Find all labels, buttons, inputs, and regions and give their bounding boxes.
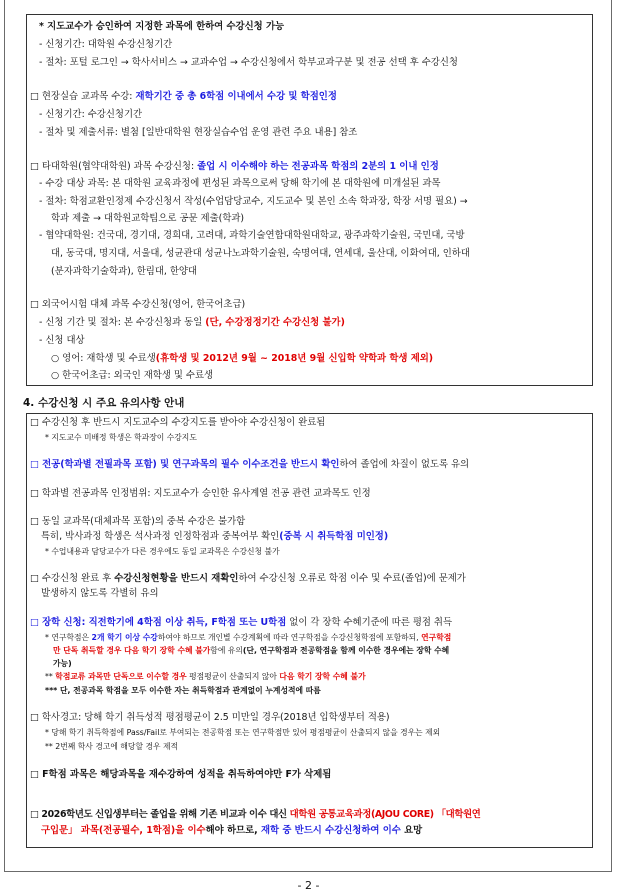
language-target: - 신청 대상 (39, 335, 85, 346)
note-academic-warning-sub2: ** 2번째 학사 경고에 해당할 경우 제적 (45, 742, 179, 751)
other-grad-procedure-2: 학과 제출 → 대학원교학팀으로 공문 제출(학과) (51, 213, 245, 224)
language-period (39, 317, 345, 329)
language-english-text: ○ 영어: 재학생 및 수료생 (51, 353, 156, 364)
other-grad-target: - 수강 대상 과목: 본 대학원 교육과정에 편성된 과목으로써 당해 학기에 본 대학원에 미개설된 과목 (39, 178, 441, 189)
note-requirements-tail: 하여 졸업에 차질이 없도록 유의 (339, 459, 470, 470)
note-duplicate: □ 동일 교과목(대체과목 포함)의 중복 수강은 불가함 (30, 516, 246, 527)
n9-l2c: 재학 중 반드시 수강신청하여 이수 (260, 825, 401, 836)
section-heading: 4. 수강신청 시 주요 유의사항 안내 (23, 397, 185, 409)
note-advisor: □ 수강신청 후 반드시 지도교수의 수강지도를 받아야 수강신청이 완료됨 (30, 417, 326, 428)
note-ajou-core (30, 809, 481, 821)
s2b: 함에 유의 (210, 646, 243, 655)
s1d: 연구학점 (421, 633, 452, 642)
partner-schools: - 협약대학원: 건국대, 경기대, 경희대, 고려대, 과학기술연합대학원대학교, 광주과학기술원, 국민대, 국방 (39, 230, 465, 241)
note-scholarship-sub3: 가능) (53, 659, 72, 668)
period-text: - 신청기간: 대학원 수강신청기간 (39, 39, 173, 50)
s2a: 만 단독 취득할 경우 다음 학기 장학 수혜 불가 (53, 646, 211, 655)
note-scholarship-post: 없이 각 장학 수혜기준에 따른 평점 취득 (286, 617, 453, 628)
note-requirements (30, 459, 469, 471)
field-practice-docs: - 절차 및 제출서류: 별첨 [일반대학원 현장실습수업 운영 관련 주요 내용] 참조 (39, 127, 358, 138)
language-item: □ 외국어시험 대체 과목 수강신청(영어, 한국어초급) (30, 299, 246, 310)
note-duplicate-doctor-text: 특히, 박사과정 학생은 석사과정 인정학점과 중복여부 확인 (41, 531, 280, 542)
note-major-scope: □ 학과별 전공과목 인정범위: 지도교수가 승인한 유사계열 전공 관련 교과목도 인정 (30, 488, 371, 499)
note-recheck-bold: 수강신청현황을 반드시 재확인 (114, 573, 239, 584)
note-recheck-2: 발생하지 않도록 각별히 유의 (41, 588, 159, 599)
note-scholarship-sub1 (45, 632, 451, 644)
note-recheck-post: 하여 수강신청 오류로 학점 이수 및 수료(졸업)에 문제가 (238, 573, 466, 584)
n9-l2d: 요망 (400, 825, 423, 836)
note-recheck (30, 573, 466, 585)
field-practice-period: - 신청기간: 수강신청기간 (39, 109, 143, 120)
note-academic-warning: □ 학사경고: 당해 학기 취득성적 평점평균이 2.5 미만일 경우(2018년 입학생부터 적용) (30, 712, 390, 723)
s4c: 평점평균이 산출되지 않아 (186, 672, 280, 681)
n9-l1b: 대학원 공통교육과정(AJOU CORE) 「대학원연 (289, 809, 481, 820)
s1c: 하여야 하므로 개인별 수강계획에 따라 연구학점을 수강신청학점에 포함하되, (157, 633, 422, 642)
s4a: ** (45, 672, 56, 681)
page-number: - 2 - (297, 879, 320, 892)
n9-l1a: □ 2026학년도 신입생부터는 졸업을 위해 기존 비교과 이수 대신 (30, 809, 290, 820)
note-f-grade: □ F학점 과목은 해당과목을 재수강하여 성적을 취득하여야만 F가 삭제됨 (30, 769, 332, 780)
s1b: 2개 학기 이상 수강 (91, 633, 158, 642)
note-academic-warning-sub1: * 당해 학기 취득학점에 Pass/Fail로 부여되는 전공학점 또는 연구학점만 있어 평점평균이 산출되지 않을 경우는 제외 (45, 728, 441, 737)
notes-box (26, 413, 593, 848)
s4d: 다음 학기 장학 수혜 불가 (279, 672, 366, 681)
note-scholarship-sub2 (53, 645, 449, 657)
n9-l2a: 구입문」 과목(전공필수, 1학점)을 이수 (41, 825, 206, 836)
partner-schools-3: (분자과학기술학과), 한림대, 한양대 (51, 266, 198, 277)
field-practice-title: □ 현장실습 교과목 수강: (30, 91, 136, 102)
field-practice-rule: 재학기간 중 총 6학점 이내에서 수강 및 학점인정 (135, 91, 337, 102)
language-english-note: (휴학생 및 2012년 9월 ~ 2018년 9월 신입학 약학과 학생 제외) (155, 353, 434, 364)
partner-schools-2: 대, 동국대, 명지대, 서울대, 성균관대 성균나노과학기술원, 숙명여대, 연세대, 울산대, 이화여대, 인하대 (51, 248, 470, 259)
s2c: (단, 연구학점과 전공학점을 함께 이수한 경우에는 장학 수혜 (242, 646, 450, 655)
language-english (51, 353, 433, 365)
note-requirements-bold: □ 전공(학과별 전필과목 포함) 및 연구과목의 필수 이수조건을 반드시 확인 (30, 459, 340, 470)
other-grad-title: □ 타대학원(협약대학원) 과목 수강신청: (30, 161, 198, 172)
field-practice-item (30, 91, 337, 103)
note-scholarship-sub5: *** 단, 전공과목 학점을 모두 이수한 자는 취득학점과 관계없이 누계성적에 따름 (45, 686, 321, 695)
note-scholarship (30, 617, 452, 629)
note-duplicate-sub: * 수업내용과 담당교수가 다른 경우에도 동일 교과목은 수강신청 불가 (45, 547, 280, 556)
note-recheck-pre: □ 수강신청 완료 후 (30, 573, 115, 584)
n9-l2b: 해야 하므로, (205, 825, 261, 836)
note-duplicate-doctor (41, 531, 388, 543)
language-period-note: (단, 수강정정기간 수강신청 불가) (205, 317, 345, 328)
language-period-text: - 신청 기간 및 절차: 본 수강신청과 동일 (39, 317, 206, 328)
other-grad-procedure: - 절차: 학점교환인정제 수강신청서 작성(수업담당교수, 지도교수 및 본인 소속 학과장, 학장 서명 필요) → (39, 196, 468, 207)
s4b: 학점교류 과목만 단독으로 이수할 경우 (55, 672, 187, 681)
other-grad-item (30, 161, 439, 173)
note-advisor-sub: * 지도교수 미배정 학생은 학과장이 수강지도 (45, 433, 197, 442)
language-korean: ○ 한국어초급: 외국인 재학생 및 수료생 (51, 370, 214, 381)
other-grad-rule: 졸업 시 이수해야 하는 전공과목 학점의 2분의 1 이내 인정 (197, 161, 439, 172)
note-scholarship-title: □ 장학 신청: 직전학기에 4학점 이상 취득, F학점 또는 U학점 (30, 617, 287, 628)
s1a: * 연구학점은 (45, 633, 92, 642)
approval-note: * 지도교수가 승인하여 지정한 과목에 한하여 수강신청 가능 (39, 21, 285, 32)
registration-info-box (26, 14, 593, 386)
note-duplicate-doctor-note: (중복 시 취득학점 미인정) (279, 531, 389, 542)
note-ajou-core-2 (41, 825, 422, 837)
note-scholarship-sub4 (45, 671, 366, 683)
procedure-text: - 절차: 포털 로그인 → 학사서비스 → 교과수업 → 수강신청에서 학부교과구분 및 전공 선택 후 수강신청 (39, 57, 458, 68)
